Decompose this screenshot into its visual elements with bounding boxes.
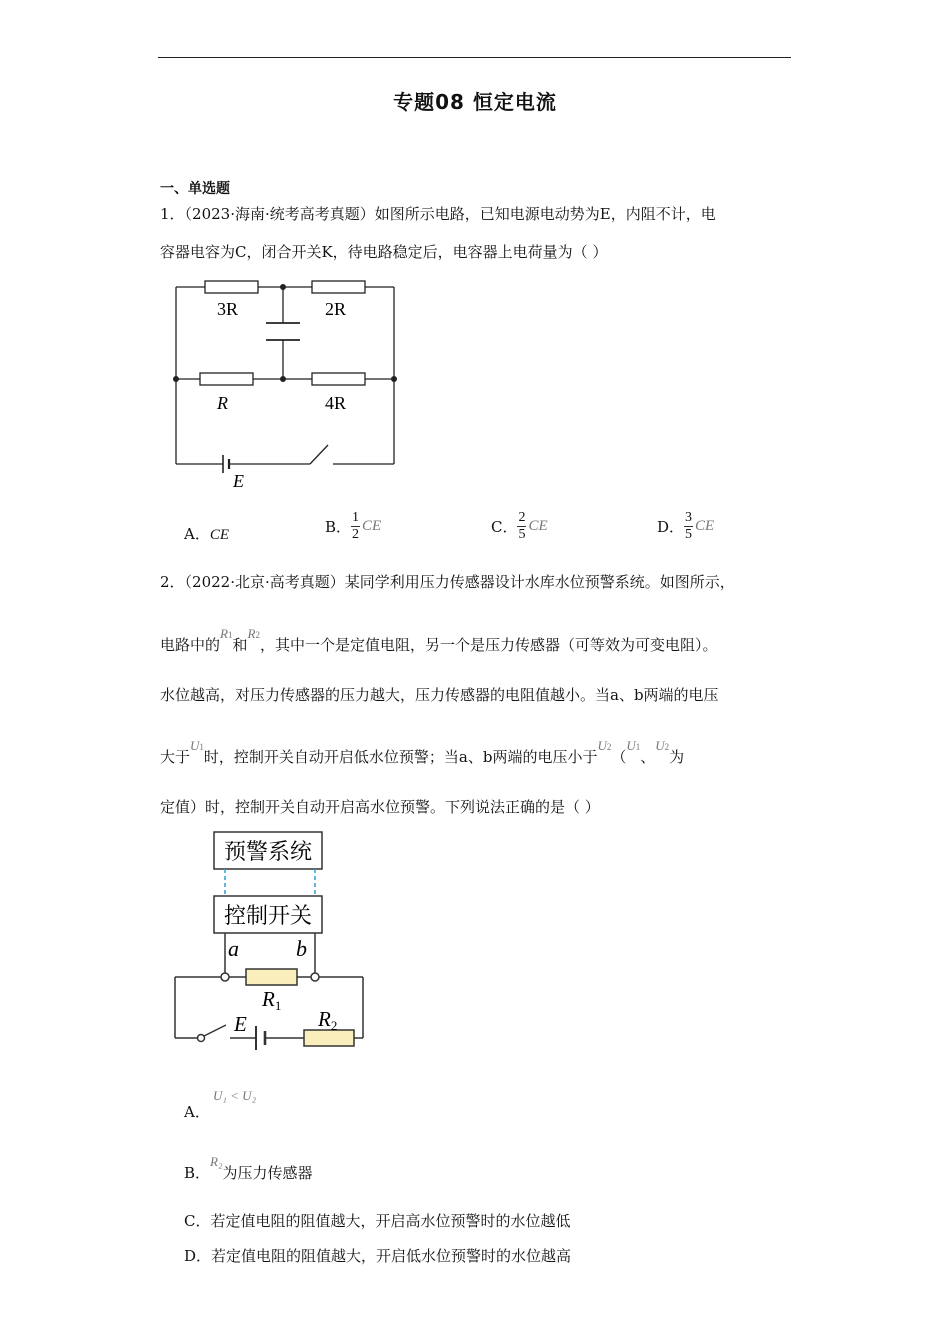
q2-r1-sub: 1 xyxy=(274,998,282,1013)
q2-line4-u1-b xyxy=(626,738,640,753)
q2-line4-part-b: 时，控制开关自动开启低水位预警；当a、b两端的电压小于 xyxy=(203,748,598,766)
q1-option-a-text: CE xyxy=(209,527,230,543)
q2-line4-u1 xyxy=(190,738,204,753)
q1-option-d-suffix: CE xyxy=(695,518,715,534)
q2-r1-label xyxy=(261,987,281,1013)
q2-line2-r1 xyxy=(220,626,232,641)
q2-line4-u2-letter: U xyxy=(597,738,607,753)
q1-label-3r: 3R xyxy=(217,299,239,319)
q1-option-c-suffix: CE xyxy=(528,518,548,534)
q2-line2-r1-sub: 1 xyxy=(227,630,233,640)
q2-line4-u2-b-sub: 2 xyxy=(664,742,670,752)
q2-line4-part-e: 为 xyxy=(669,748,685,766)
q1-option-b-numerator: 1 xyxy=(352,510,360,525)
q1-option-b xyxy=(325,510,381,543)
q1-text-line1: 1．（2023·海南·统考高考真题）如图所示电路，已知电源电动势为E，内阻不计，电 xyxy=(160,205,716,223)
q2-line2-r2-sub: 2 xyxy=(255,630,260,640)
q1-label-r: R xyxy=(217,393,228,413)
q1-label-e: E xyxy=(233,471,244,491)
q1-option-c-label: C． xyxy=(491,518,518,536)
q2-line4-u1-sub: 1 xyxy=(199,742,204,752)
q2-option-b xyxy=(184,1154,313,1183)
q2-line4-u2-sub: 2 xyxy=(606,742,612,752)
q2-control-switch-label: 控制开关 xyxy=(223,903,313,928)
q2-line2-r2-letter: R xyxy=(247,626,256,641)
q2-line4-part-c: （ xyxy=(611,748,627,766)
q2-option-a-label: A． xyxy=(184,1103,210,1121)
q2-line2-r1-letter: R xyxy=(220,626,228,641)
q1-option-d-fraction xyxy=(684,510,693,543)
q1-option-b-label: B． xyxy=(325,518,352,536)
q1-option-c-denominator: 5 xyxy=(518,527,526,542)
q2-line4-u1-b-sub: 1 xyxy=(635,742,641,752)
q2-option-b-text: 为压力传感器 xyxy=(222,1164,313,1182)
q2-line4-u1-b-letter: U xyxy=(626,738,636,753)
q1-option-d-denominator: 5 xyxy=(685,527,693,542)
q1-option-b-fraction xyxy=(351,510,360,543)
q2-line2-r2 xyxy=(247,626,259,641)
q1-label-4r: 4R xyxy=(325,393,347,413)
header-rule xyxy=(158,57,791,58)
q2-text-line5: 定值）时，控制开关自动开启高水位预警。下列说法正确的是（ ） xyxy=(160,798,600,816)
q2-text-line3: 水位越高，对压力传感器的压力越大，压力传感器的电阻值越小。当a、b两端的电压 xyxy=(160,686,719,704)
q1-option-b-denominator: 2 xyxy=(352,527,360,542)
q2-circuit-figure xyxy=(168,828,373,1060)
q2-line2-part-b: 和 xyxy=(232,636,248,654)
q1-option-c-numerator: 2 xyxy=(518,510,526,525)
q2-r1-letter: R xyxy=(262,987,275,1011)
q1-option-d xyxy=(657,510,714,543)
q1-option-c xyxy=(491,510,548,543)
q2-r2-label xyxy=(317,1007,337,1033)
q2-r2-letter: R xyxy=(318,1007,331,1031)
q1-label-2r: 2R xyxy=(325,299,347,319)
q2-line4-u2-b-letter: U xyxy=(655,738,665,753)
q2-line4-part-a: 大于 xyxy=(160,748,191,766)
q2-line4-part-d: 、 xyxy=(640,748,656,766)
q2-line4-u2 xyxy=(597,738,611,753)
q2-warning-system-label: 预警系统 xyxy=(223,839,313,864)
q1-option-b-suffix: CE xyxy=(362,518,382,534)
q1-text-line2: 容器电容为C，闭合开关K，待电路稳定后，电容器上电荷量为（ ） xyxy=(160,243,608,261)
q2-option-d: D．若定值电阻的阻值越大，开启低水位预警时的水位越高 xyxy=(184,1247,572,1265)
q2-text-line4 xyxy=(160,738,685,767)
q2-text-line1: 2．（2022·北京·高考真题）某同学利用压力传感器设计水库水位预警系统。如图所示， xyxy=(160,573,735,591)
q2-line2-part-c: ，其中一个是定值电阻，另一个是压力传感器（可等效为可变电阻）。 xyxy=(259,636,718,654)
q2-text-line2 xyxy=(160,626,718,655)
q1-option-a xyxy=(184,523,229,544)
q2-option-b-label: B． xyxy=(184,1164,211,1182)
q1-option-a-label: A． xyxy=(184,525,210,543)
q2-terminal-a-label: a xyxy=(228,936,239,961)
q2-e-label: E xyxy=(234,1012,247,1036)
q2-option-a-math: U₁ < U₂ xyxy=(213,1088,257,1103)
q2-line4-u1-letter: U xyxy=(190,738,200,753)
q1-circuit-figure xyxy=(165,275,405,495)
section-heading: 一、单选题 xyxy=(160,181,230,197)
q2-line2-part-a: 电路中的 xyxy=(160,636,221,654)
q1-option-c-fraction xyxy=(517,510,526,543)
q1-option-d-label: D． xyxy=(657,518,685,536)
q2-r2-sub: 2 xyxy=(330,1018,338,1033)
q2-option-c: C．若定值电阻的阻值越大，开启高水位预警时的水位越低 xyxy=(184,1212,571,1230)
q2-option-b-math: R₂ xyxy=(210,1154,223,1169)
q2-line4-u2-b xyxy=(655,738,669,753)
q1-option-d-numerator: 3 xyxy=(685,510,693,525)
page-title: 专题08 恒定电流 xyxy=(393,90,557,114)
q2-terminal-b-label: b xyxy=(296,936,307,961)
